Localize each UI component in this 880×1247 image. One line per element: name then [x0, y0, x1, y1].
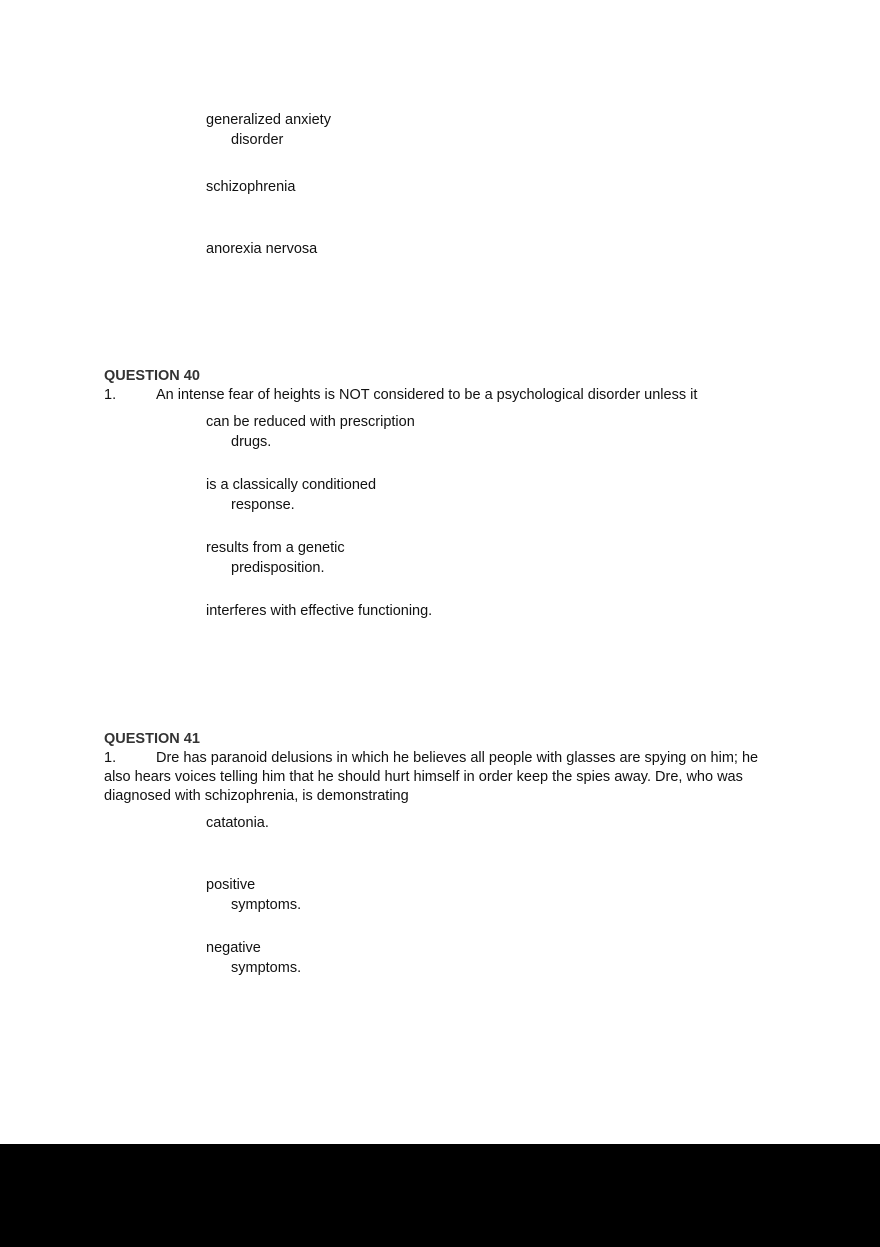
question-41-heading: QUESTION 41 — [104, 731, 200, 747]
option-text: positive — [206, 877, 256, 893]
option-text: negative — [206, 940, 261, 956]
option-text: catatonia. — [206, 815, 269, 831]
option-text: interferes with effective functioning. — [206, 603, 433, 619]
option-text-continued: symptoms. — [231, 896, 302, 913]
question-40-number: 1. — [104, 387, 117, 403]
option-text-continued: response. — [231, 496, 295, 513]
question-40-option-1 — [206, 413, 415, 452]
option-text-continued: predisposition. — [231, 559, 325, 576]
question-40-option-4 — [206, 602, 432, 622]
option-text: results from a genetic — [206, 540, 345, 556]
option-text-continued: drugs. — [231, 433, 272, 450]
bottom-black-bar — [0, 1144, 880, 1247]
option-text: schizophrenia — [206, 179, 296, 195]
option-text: is a classically conditioned — [206, 477, 377, 493]
prev-option-1 — [206, 111, 331, 150]
option-text: anorexia nervosa — [206, 241, 318, 257]
question-41-text: Dre has paranoid delusions in which he believes all people with glasses are spying on him; he also hears voices telling him that he should hurt himself in order keep the spies away. Dre, who was diagnosed with schizophrenia, is demonstrating — [104, 750, 759, 804]
question-40-text: An intense fear of heights is NOT considered to be a psychological disorder unless it — [156, 387, 698, 403]
question-40-heading: QUESTION 40 — [104, 368, 200, 384]
question-40-option-3 — [206, 539, 345, 578]
question-40-option-2 — [206, 476, 376, 515]
option-text: generalized anxiety — [206, 112, 331, 128]
option-text-continued: symptoms. — [231, 959, 302, 976]
option-text: can be reduced with prescription — [206, 414, 415, 430]
option-text-continued: disorder — [231, 131, 284, 148]
question-41-number: 1. — [104, 750, 117, 766]
question-41-option-1 — [206, 814, 269, 834]
question-41-option-3 — [206, 939, 301, 978]
prev-option-2 — [206, 178, 295, 198]
question-41-option-2 — [206, 876, 301, 915]
prev-option-3 — [206, 240, 317, 260]
